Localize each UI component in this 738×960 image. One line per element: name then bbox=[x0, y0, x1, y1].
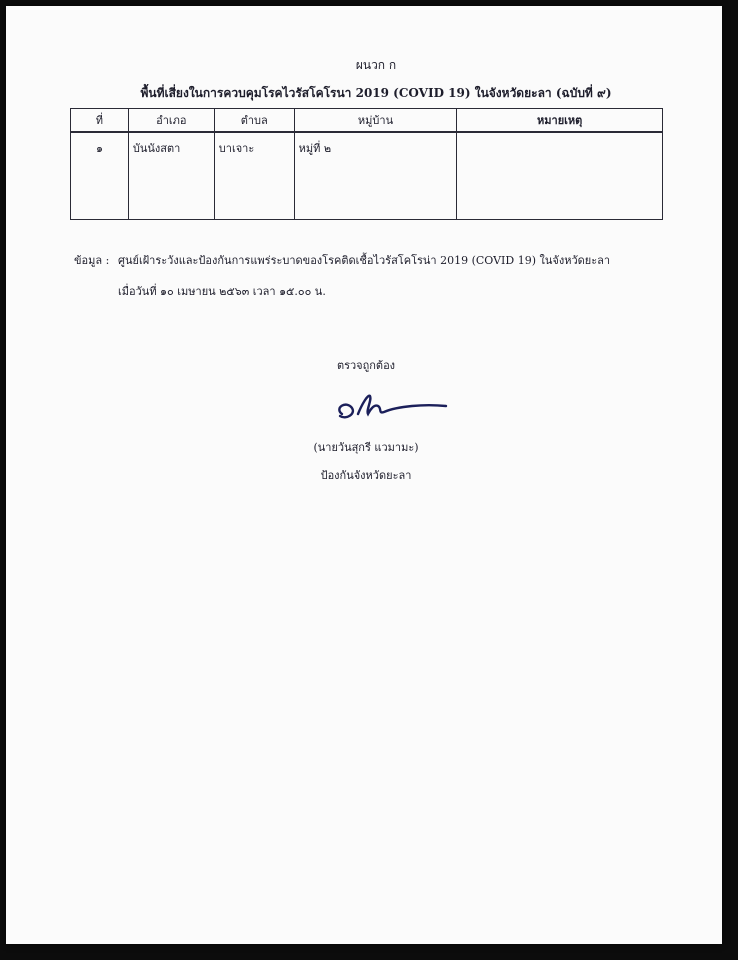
header-district: อำเภอ bbox=[128, 109, 214, 133]
cell-village: หมู่ที่ ๒ bbox=[294, 132, 457, 220]
header-subdistrict: ตำบล bbox=[214, 109, 294, 133]
signature-image bbox=[328, 386, 452, 424]
document-title: พื้นที่เสี่ยงในการควบคุมโรคไวรัสโคโรนา 2019 (COVID 19) ในจังหวัดยะลา (ฉบับที่ ๙) bbox=[140, 86, 612, 100]
header-village: หมู่บ้าน bbox=[294, 109, 457, 133]
cell-subdistrict: บาเจาะ bbox=[214, 132, 294, 220]
signer-name: (นายวันสุกรี แวมามะ) bbox=[313, 441, 419, 454]
certify-text: ตรวจถูกต้อง bbox=[336, 359, 396, 372]
cell-district: บันนังสตา bbox=[128, 132, 214, 220]
signer-position: ป้องกันจังหวัดยะลา bbox=[320, 469, 412, 482]
cell-no: ๑ bbox=[71, 132, 129, 220]
header-remark: หมายเหตุ bbox=[457, 109, 663, 133]
header-no: ที่ bbox=[71, 109, 129, 133]
info-label: ข้อมูล : bbox=[74, 254, 110, 267]
annex-title: ผนวก ก bbox=[355, 58, 397, 72]
table-header-row bbox=[71, 109, 663, 133]
cell-remark bbox=[457, 132, 663, 220]
info-source: ศูนย์เฝ้าระวังและป้องกันการแพร่ระบาดของโรคติดเชื้อไวรัสโคโรน่า 2019 (COVID 19) ในจังหวัดยะลา bbox=[118, 254, 611, 267]
info-date: เมื่อวันที่ ๑๐ เมษายน ๒๕๖๓ เวลา ๑๕.๐๐ น. bbox=[118, 285, 326, 298]
risk-area-table bbox=[70, 108, 663, 220]
document-page bbox=[6, 6, 722, 944]
table-row bbox=[71, 132, 663, 220]
